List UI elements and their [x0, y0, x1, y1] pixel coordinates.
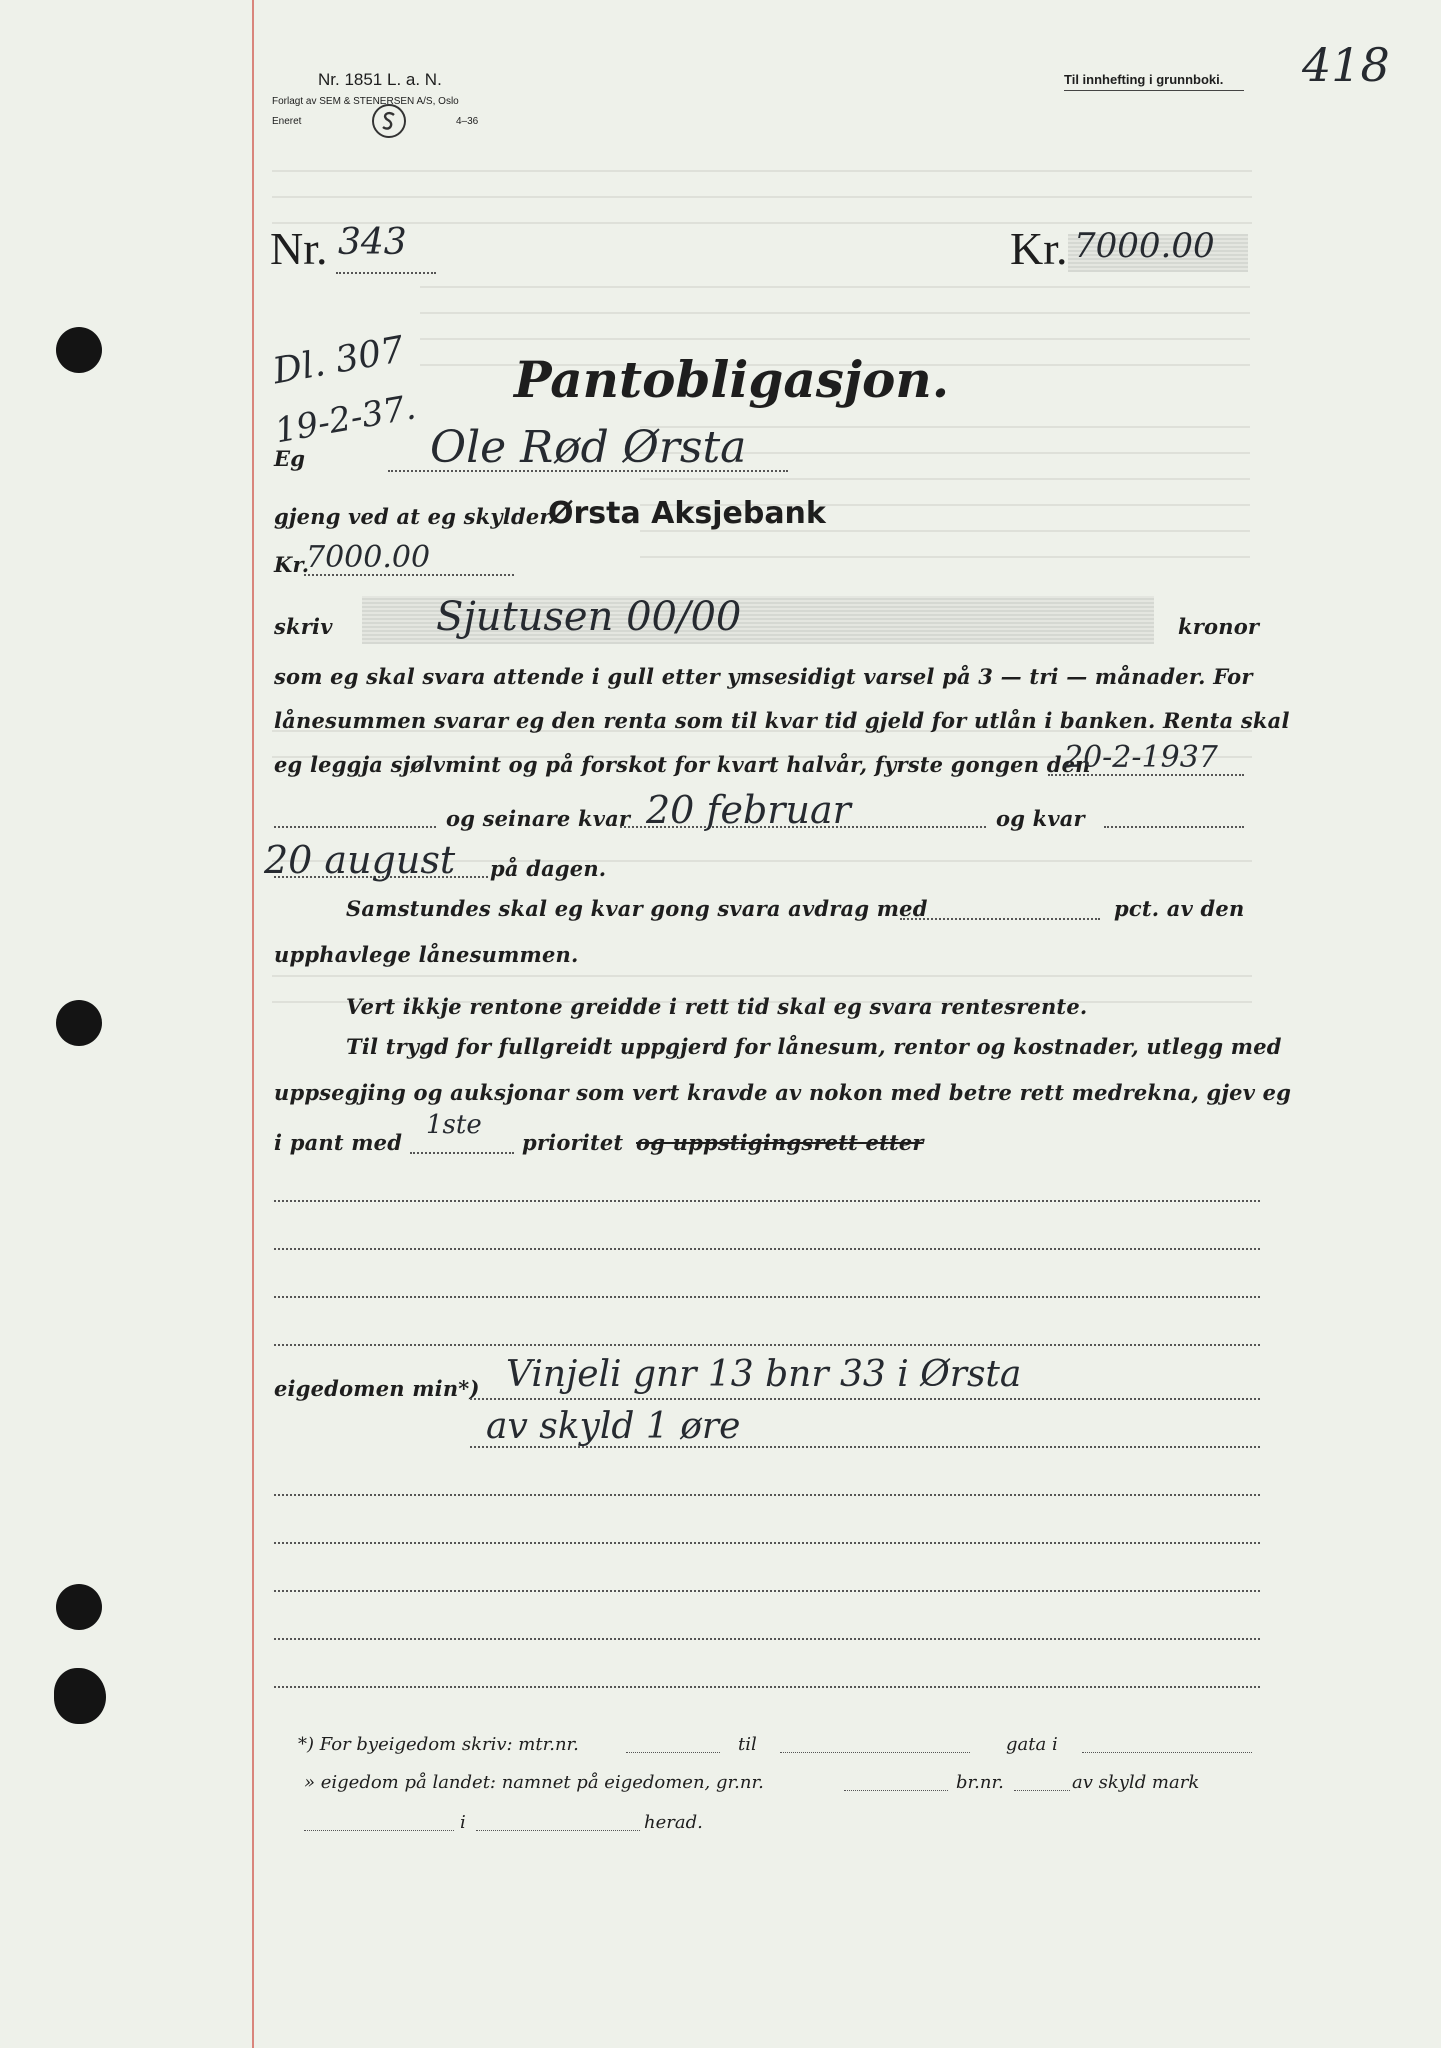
doc-number-value: 343	[338, 222, 407, 263]
edition-label: 4–36	[456, 116, 479, 127]
punch-hole-3	[56, 1584, 102, 1630]
property-line2: av skyld 1 øre	[486, 1406, 741, 1447]
footnote-l1-a: *) For byeigedom skriv: mtr.nr.	[298, 1734, 579, 1755]
publisher-line: Forlagt av SEM & STENERSEN A/S, Oslo	[272, 96, 459, 107]
p1-line4-end: og kvar	[996, 806, 1085, 831]
filing-note: Til innhefting i grunnboki.	[1064, 72, 1224, 87]
punch-hole-4	[54, 1668, 106, 1724]
footnote-l1-b: til	[738, 1734, 757, 1755]
footnote-l2-b: br.nr.	[956, 1772, 1004, 1793]
amount-words-label: skriv	[274, 614, 333, 639]
amount-words-suffix: kronor	[1178, 614, 1260, 639]
form-number: Nr. 1851 L. a. N.	[318, 70, 442, 89]
interest-term-1: 20 februar	[646, 788, 851, 832]
creditor-label: gjeng ved at eg skylder	[274, 504, 551, 529]
first-interest-date: 20-2-1937	[1064, 740, 1218, 775]
page-number: 418	[1302, 38, 1390, 92]
publisher-logo	[372, 104, 406, 138]
interest-term-2: 20 august	[264, 838, 456, 882]
creditor-value: Ørsta Aksjebank	[548, 496, 826, 531]
p3-text: Vert ikkje rentone greidde i rett tid skal eg svara rentesrente.	[346, 994, 1088, 1019]
priority-value: 1ste	[426, 1110, 482, 1140]
amount-header-value: 7000.00	[1074, 226, 1215, 266]
p2-line2: upphavlege lånesummen.	[274, 942, 579, 967]
footnote-l3-a: i	[460, 1812, 466, 1833]
p4-line3-mid: prioritet	[522, 1130, 624, 1155]
footnote-l3-b: herad.	[644, 1812, 703, 1833]
property-label: eigedomen min*)	[274, 1376, 480, 1401]
amount-value: 7000.00	[306, 540, 431, 575]
p4-line3-struck: og uppstigingsrett etter	[636, 1130, 924, 1155]
red-margin-line	[252, 0, 254, 2048]
p4-line3-start: i pant med	[274, 1130, 403, 1155]
p4-line2: uppsegjing og auksjonar som vert kravde av nokon med betre rett medrekna, gjev eg	[274, 1080, 1292, 1105]
p1-line3: eg leggja sjølvmint og på forskot for kvart halvår, fyrste gongen den	[274, 752, 1091, 777]
copyright-label: Eneret	[272, 116, 302, 127]
footnote-l1-c: gata i	[1006, 1734, 1058, 1755]
amount-label: Kr.	[274, 552, 310, 577]
footnote-l2-c: av skyld mark	[1072, 1772, 1200, 1793]
p4-line1: Til trygd for fullgreidt uppgjerd for lånesum, rentor og kostnader, utlegg med	[346, 1034, 1282, 1059]
margin-note-ref: Dl. 307	[270, 329, 408, 393]
footnote-l2-a: » eigedom på landet: namnet på eigedomen, gr.nr.	[304, 1772, 764, 1793]
amount-words-value: Sjutusen 00/00	[436, 594, 742, 640]
debtor-value: Ole Rød Ørsta	[430, 422, 747, 473]
punch-hole-2	[56, 1000, 102, 1046]
debtor-label: Eg	[274, 446, 306, 471]
doc-number-label: Nr.	[270, 223, 328, 274]
punch-hole-1	[56, 327, 102, 373]
p1-line5-end: på dagen.	[490, 856, 607, 881]
margin-note-date: 19-2-37.	[272, 387, 419, 452]
p1-line4-mid: og seinare kvar	[446, 806, 631, 831]
document-title: Pantobligasjon.	[514, 350, 950, 409]
p2-line1-end: pct. av den	[1114, 896, 1245, 921]
property-line1: Vinjeli gnr 13 bnr 33 i Ørsta	[506, 1354, 1022, 1395]
p1-line2: lånesummen svarar eg den renta som til kvar tid gjeld for utlån i banken. Renta skal	[274, 708, 1290, 733]
amount-header-label: Kr.	[1010, 223, 1068, 274]
p2-line1-start: Samstundes skal eg kvar gong svara avdrag med	[346, 896, 928, 921]
p1-line1: som eg skal svara attende i gull etter ymsesidigt varsel på 3 — tri — månader. For	[274, 664, 1253, 689]
